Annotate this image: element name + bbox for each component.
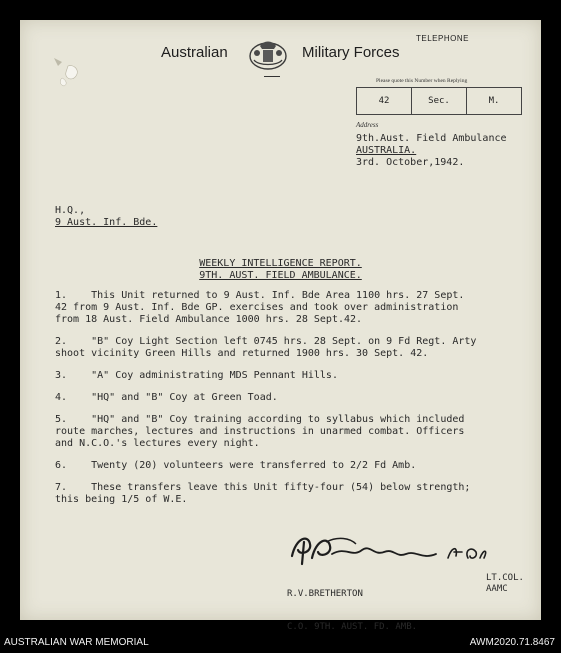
recipient-block [55,205,157,229]
paragraph-line: 1. This Unit returned to 9 Aust. Inf. Bde Area 1100 hrs. 27 Sept. [55,290,465,301]
address-line: 9th.Aust. Field Ambulance [356,133,507,144]
report-title-line: WEEKLY INTELLIGENCE REPORT. [199,258,362,269]
paper-blemish [48,52,88,90]
paragraph-2 [55,336,525,360]
reference-cell: M. [488,96,500,106]
paragraph-3 [55,370,525,382]
paragraph-line: 2. "B" Coy Light Section left 0745 hrs. 28 Sept. on 9 Fd Regt. Arty [55,336,477,347]
reference-cell: Sec. [412,88,467,114]
report-title-line: 9TH. AUST. FIELD AMBULANCE. [199,270,362,281]
paragraph-7 [55,482,525,506]
archive-name: AUSTRALIAN WAR MEMORIAL [4,637,149,648]
paragraph-6 [55,460,525,472]
paragraph-line: 6. Twenty (20) volunteers were transferred to 2/2 Fd Amb. [55,460,417,471]
signatory-name: R.V.BRETHERTON [287,589,363,599]
reference-number-box [356,87,522,115]
recipient-line: 9 Aust. Inf. Bde. [55,217,158,228]
letterhead-rule [264,76,280,77]
paragraph-line: 3. "A" Coy administrating MDS Pennant Hills. [55,370,338,381]
letterhead-right-text: Military Forces [302,44,400,61]
sender-address [356,133,507,169]
quote-number-note: Please quote this Number when Replying [376,78,468,84]
reference-cell: 42 [357,88,412,114]
recipient-line: H.Q., [55,205,86,216]
paragraph-line: from 18 Aust. Field Ambulance 1000 hrs. 28 Sept.42. [55,314,363,325]
coat-of-arms-icon [248,36,288,76]
signatory-rank [486,573,524,595]
paragraph-line: route marches, lectures and instructions in unarmed combat. Officers [55,426,465,437]
address-date: 3rd. October,1942. [356,157,465,168]
handwritten-signature [286,528,490,570]
report-body [55,290,525,516]
paragraph-line: and N.C.O.'s lectures every night. [55,438,260,449]
paragraph-line: 5. "HQ" and "B" Coy training according to syllabus which included [55,414,465,425]
paragraph-line: 7. These transfers leave this Unit fifty-four (54) below strength; [55,482,471,493]
signature-block [287,567,417,644]
paragraph-line: 42 from 9 Aust. Inf. Bde GP. exercises and took over administration [55,302,459,313]
telephone-label: TELEPHONE [416,34,469,43]
paragraph-line: this being 1/5 of W.E. [55,494,188,505]
rank-line: LT.COL. [486,573,524,583]
paragraph-1 [55,290,525,326]
paragraph-5 [55,414,525,450]
archive-accession-number: AWM2020.71.8467 [469,637,555,648]
paragraph-line: shoot vicinity Green Hills and returned 1900 hrs. 30 Sept. 42. [55,348,429,359]
letterhead-left-text: Australian [161,44,228,61]
paragraph-line: 4. "HQ" and "B" Coy at Green Toad. [55,392,278,403]
paragraph-4 [55,392,525,404]
address-line: AUSTRALIA. [356,145,417,156]
address-label: Address [356,121,379,129]
signatory-position: C.O. 9TH. AUST. FD. AMB. [287,622,418,632]
rank-line: AAMC [486,584,508,594]
report-title [0,258,561,282]
